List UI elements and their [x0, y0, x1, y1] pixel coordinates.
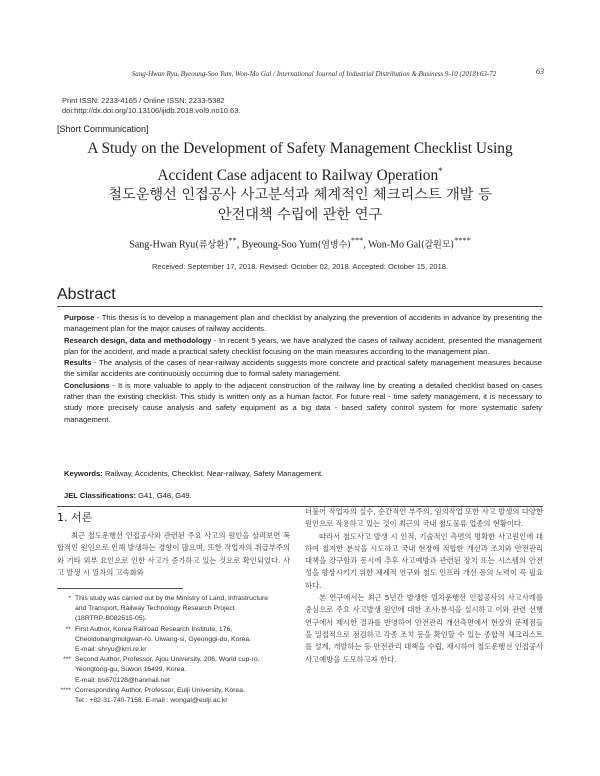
- author-1: Sang-Hwan Ryu: [129, 239, 196, 251]
- page-number: 63: [536, 67, 544, 76]
- author-3-mark: ****: [454, 236, 471, 245]
- author-list: Sang-Hwan Ryu(류상환)**, Byeoung-Soo Yum(염병수)***, Won-Mo Gal(갈원모)****: [129, 236, 471, 251]
- footnote-funding: * This study was carried out by the Ministry of Land, Infrastructure and Transport, Railway Technology Research Project (18RTRP-B082515-05).: [68, 595, 269, 623]
- issn-block: [62, 96, 240, 116]
- title-line-1: A Study on the Development of Safety Management Checklist Using: [87, 140, 513, 157]
- abstract-results: Results - The analysis of the cases of near-railway accidents suggests more concrete and practical safety management measures because the similar accidents are continuously occurring due to formal safety management.: [64, 358, 542, 379]
- section-heading-introduction: 1. 서론: [57, 511, 93, 524]
- title-ko-line-1: 철도운행선 인접공사 사고분석과 체계적인 체크리스트 개발 등: [108, 187, 492, 203]
- author-2: Byeoung-Soo Yum: [241, 239, 318, 251]
- author-1-mark: **: [228, 236, 237, 245]
- author-2-mark: ***: [350, 236, 364, 245]
- footnotes: [57, 594, 293, 706]
- abstract-purpose: Purpose - This thesis is to develop a management plan and checklist by analyzing the prevention of accidents in advance by presenting the management plan for the major causes of railway accidents.: [64, 313, 542, 334]
- abstract-heading: Abstract: [57, 286, 116, 303]
- intro-paragraph-3: 본 연구에서는 최근 5년간 발생한 열차운행선 인접공사의 사고사례를 중심으로 주요 사고발생 원인에 대한 조사·분석을 실시하고 이와 관련 선행 연구에서 제시한 결과를 반영하여 안전관리 개선측면에서 현장의 문제점들을 밀접적으로 점검하고 각종 조치 등을 확인할 수 있는 종합적 체크리스트를 설계, 개발하는 등 안전관리 대책을 수립, 제시하여 철도운행선 인접공사 사고예방을 도모하고자 한다.: [305, 593, 543, 664]
- running-head: Sang-Hwan Ryu, Byeoung-Soo Yum, Won-Mo Gal / International Journal of Industrial Distribution & Business 9-10 (2018) 63-72: [131, 70, 497, 78]
- left-column-text: [57, 530, 290, 579]
- abstract-top-rule: [57, 306, 543, 307]
- author-3: Won-Mo Gal: [368, 239, 421, 251]
- intro-paragraph-2: 따라서 철도사고 발생 시 인적, 기술적인 측면의 명확한 사고원인에 대하여 철저한 분석을 시도하고 국내 현장에 적합한 개선과 조치와 안전관리 대책을 강구함과 동시에 추후 사고예방과 관련된 장치 또는 시스템의 안전성을 향상시키기 위한 체계적 연구와 철도 인프라 개선 등의 노력이 꼭 필요하다.: [305, 531, 543, 590]
- footnote-corresponding-author: **** Corresponding Author, Professor, Eulji University, Korea. Tel : +82-31-740-7158. E-mail : wongal@eulji.ac.kr: [60, 686, 245, 705]
- keywords: Keywords: Railway, Accidents, Checklist, Near-railway, Safety Management.: [64, 469, 324, 478]
- right-column-text: [305, 506, 543, 666]
- author-3-korean: (갈원모): [420, 240, 455, 251]
- footnote-rule: [57, 588, 183, 589]
- received-dates: Received: September 17, 2018. Revised: October 02, 2018. Accepted: October 15, 2018.: [151, 262, 449, 271]
- author-2-korean: (염병수): [317, 240, 351, 251]
- abstract-body: [64, 312, 542, 425]
- intro-paragraph-1: 최근 철도운행선 인접공사와 관련된 주요 사고의 원인을 살펴보면 복합적인 원인으로 인해 발생하는 경향이 많으며, 또한 작업자의 취급부주의와 기타 외부 요인으로 인한 사고가 증가하고 있는 것으로 확인되었다. 사고 발생 시 열차의 고속화와: [57, 531, 290, 577]
- author-1-korean: (류상환): [195, 240, 229, 251]
- issn-line: Print ISSN: 2233-4165 / Online ISSN: 2233-5382: [62, 96, 225, 105]
- footnote-second-author: *** Second Author, Professor, Ajou University, 206, World cup-ro, Yeongtong-gu, Suwon 16499, Korea. E-mail: bs670128@hanmail.net: [63, 656, 260, 684]
- abstract-design: Research design, data and methodology - In recent 5 years, we have analyzed the cases of railway accident, presented the management plan for the accident, and made a practical safety checklist focusing on the main measures according to the management plan.: [64, 335, 543, 356]
- title-line-2: Accident Case adjacent to Railway Operation*: [157, 166, 443, 185]
- footnote-first-author: ** First Author, Korea Railroad Research Institute, 176, Cheoldobangmulgwan-ro, Uiwang-si, Gyeonggi-do, Korea. E-mail: shryu@krri.re.kr: [65, 625, 252, 654]
- title-footnote-mark: *: [438, 166, 443, 176]
- title-ko-line-2: 안전대책 수립에 관한 연구: [217, 207, 383, 223]
- intro-paragraph-continued: 더불어 작업자의 실수, 순간적인 부주의, 임의작업 또한 사고 발생의 다양한 원인으로 작용하고 있는 것이 최근의 국내 철도물류 업종의 현황이다.: [305, 507, 543, 529]
- paper-title-english: [40, 138, 560, 187]
- jel-classifications: JEL Classifications: G41, G48, G49.: [64, 491, 192, 500]
- paper-title-korean: [40, 185, 560, 225]
- communication-type: [Short Communication]: [57, 124, 149, 134]
- abstract-conclusions: Conclusions - It is more valuable to apply to the adjacent construction of the railway line by creating a detailed checklist based on cases rather than the existing checklist. This study is written only as a human factor. For future real - time safety management, it is necessary to study more precisely cause analysis and safety equipment as a big data - based safety control system for more systematic safety management.: [64, 380, 542, 424]
- doi-line: doi:http://dx.doi.org/10.13106/ijidb.2018.vol9.no10.63.: [62, 106, 241, 115]
